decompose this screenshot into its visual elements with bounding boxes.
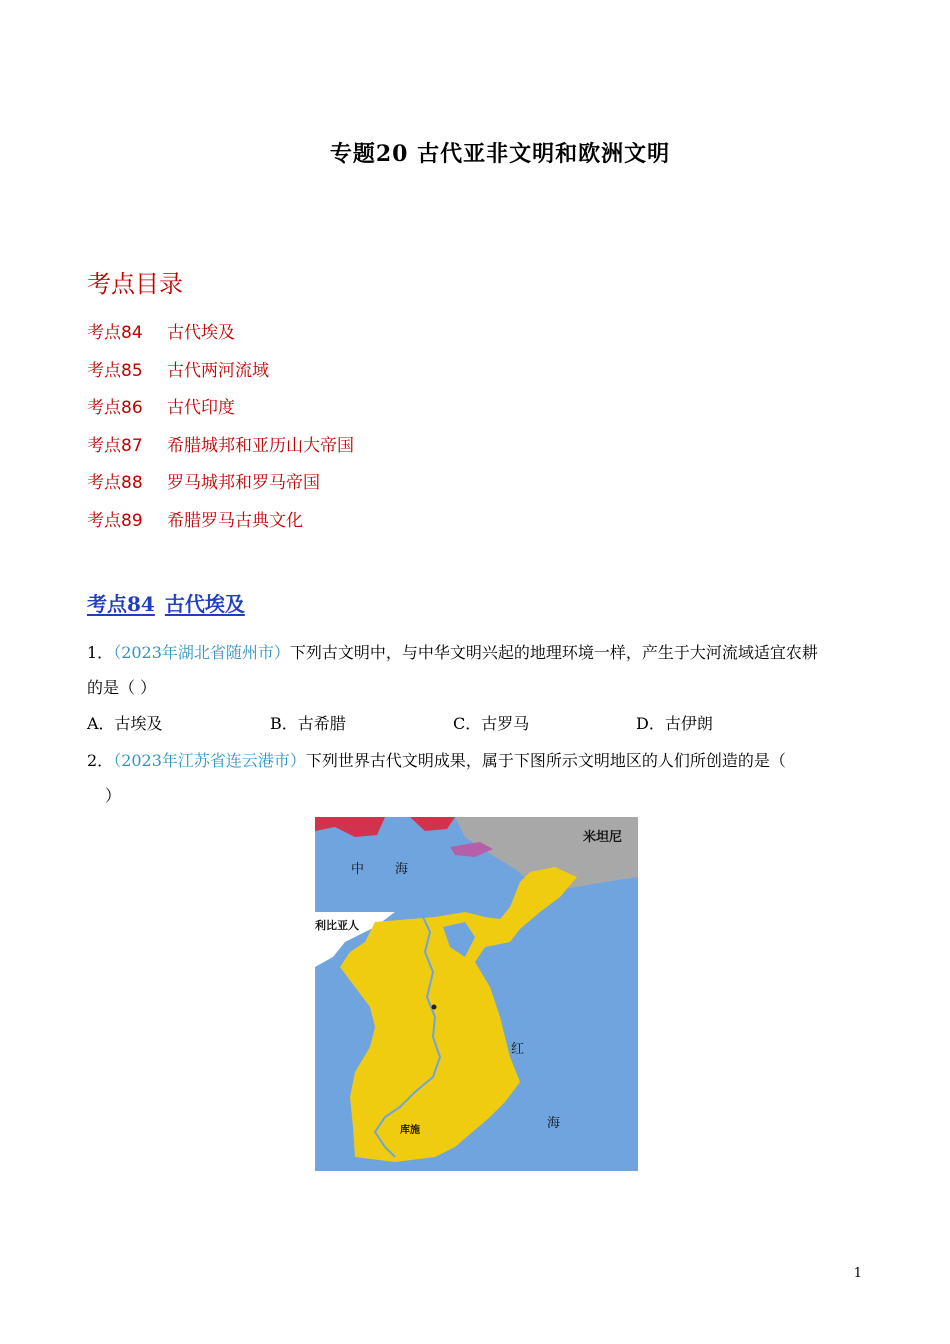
option-d: D．古伊朗: [636, 714, 713, 733]
map-label-kush: 库施: [400, 1125, 420, 1136]
section-label: 古代埃及: [164, 592, 245, 616]
question-text-cont: ）: [105, 786, 122, 805]
toc-item[interactable]: 考点84 古代埃及: [87, 323, 235, 343]
toc-item[interactable]: 考点86 古代印度: [87, 398, 235, 418]
toc-item[interactable]: 考点85 古代两河流域: [87, 360, 269, 381]
map-city-marker: [432, 1005, 437, 1010]
toc-item[interactable]: 考点88 罗马城邦和罗马帝国: [87, 473, 320, 493]
option-c: C．古罗马: [453, 714, 530, 733]
map-label-mitanni: 米坦尼: [583, 830, 623, 845]
map-label-red-hai: 海: [547, 1116, 561, 1131]
question-1-options: [87, 709, 819, 739]
map-label-sea-hai: 海: [395, 862, 409, 877]
toc-item[interactable]: 考点89 希腊罗马古典文化: [87, 510, 303, 531]
question-1: [87, 635, 867, 705]
page-number: 1: [853, 1266, 862, 1281]
table-of-contents: [87, 318, 354, 543]
toc-item[interactable]: 考点87 希腊城邦和亚历山大帝国: [87, 435, 354, 456]
page-title: 专题20 古代亚非文明和欧洲文明: [329, 141, 671, 167]
option-a: A．古埃及: [87, 714, 163, 733]
option-b: B．古希腊: [270, 714, 346, 733]
question-number: 2．: [87, 751, 114, 770]
ancient-egypt-map: [315, 817, 638, 1171]
question-source: （2023年湖北省随州市）: [113, 643, 290, 662]
question-source: （2023年江苏省连云港市）: [113, 751, 306, 770]
section-num: 考点84: [87, 592, 155, 616]
map-label-libya: 利比亚人: [315, 919, 359, 932]
section-title-link[interactable]: [87, 588, 245, 617]
question-number: 1．: [87, 643, 114, 662]
question-text-cont: 的是（ ）: [87, 678, 157, 697]
map-label-red-hong: 红: [511, 1042, 525, 1057]
toc-heading: 考点目录: [87, 270, 183, 298]
question-2: [87, 743, 867, 813]
question-text: 下列世界古代文明成果，属于下图所示文明地区的人们所创造的是（: [305, 751, 786, 770]
map-label-sea-zhong: 中: [351, 862, 365, 877]
question-text: 下列古文明中，与中华文明兴起的地理环境一样，产生于大河流域适宜农耕: [289, 643, 818, 662]
